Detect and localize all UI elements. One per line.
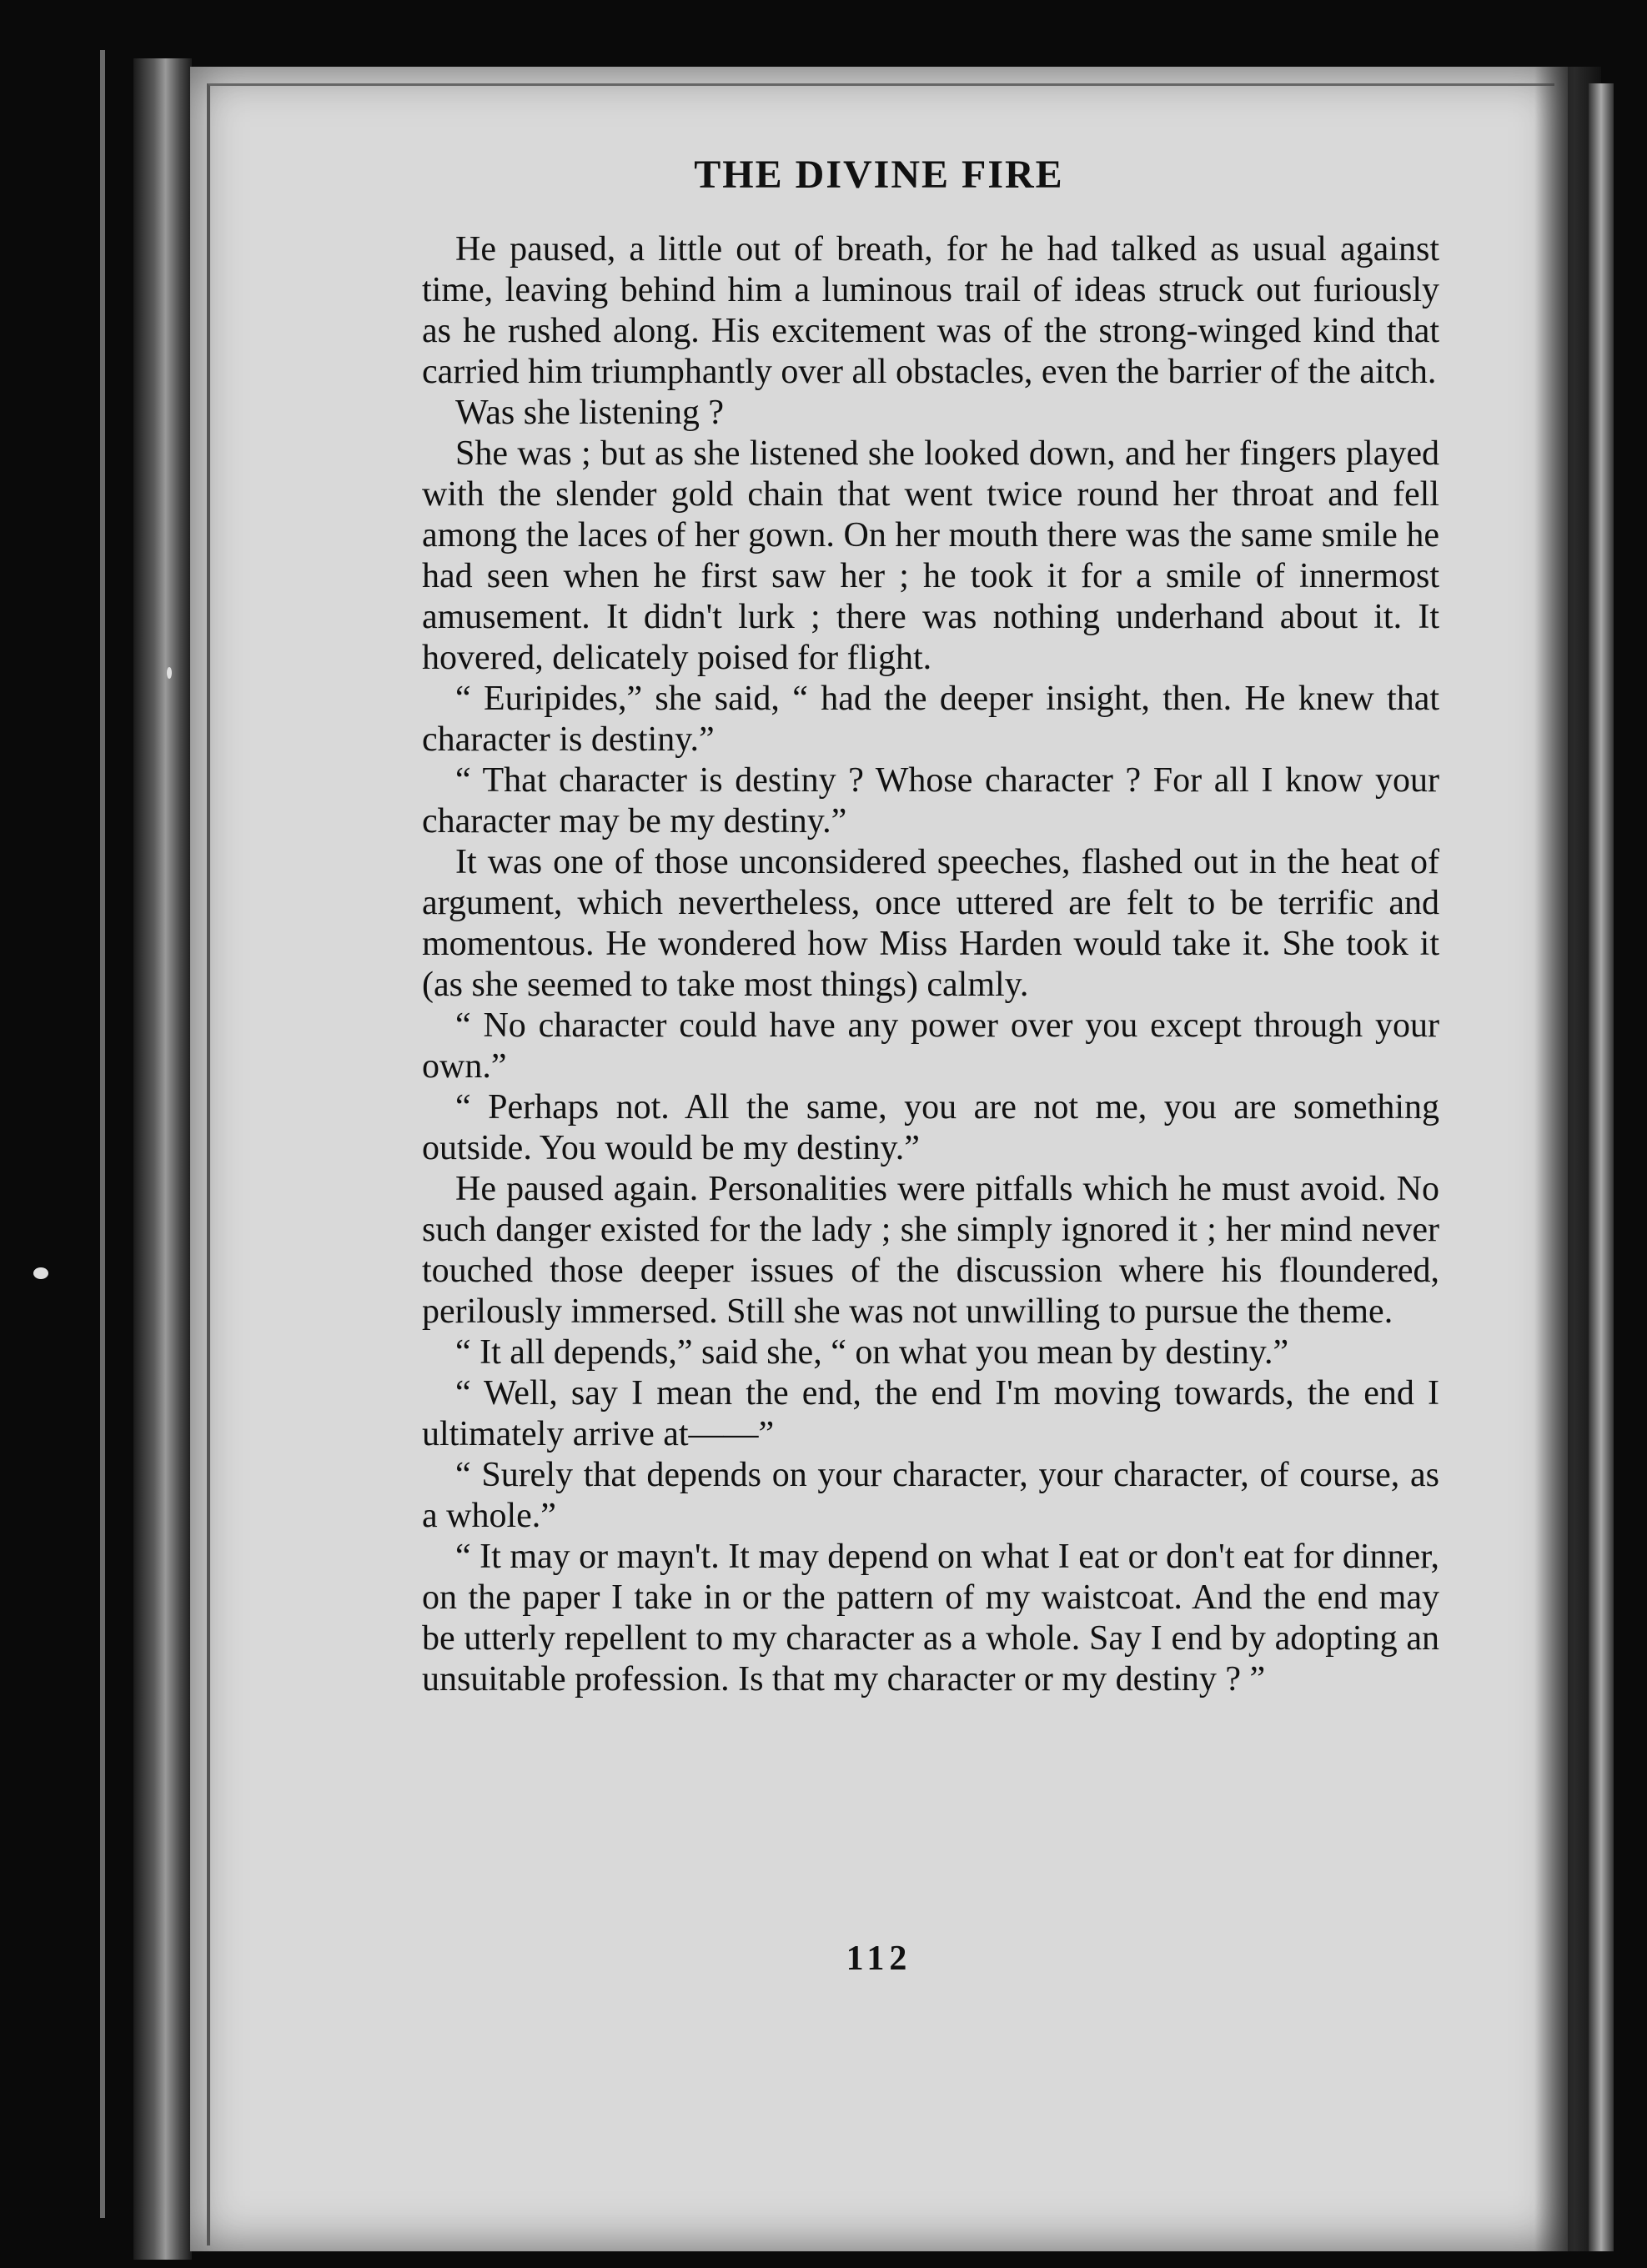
- paragraph: It was one of those unconsidered speeches, flashed out in the heat of argument, which nevertheless, once uttered are felt to be terrific and momentous. He wondered how Miss Harden would take it. She took it (as she seemed to take most things) calmly.: [422, 843, 1439, 1004]
- paragraph: “ That character is destiny ? Whose character ? For all I know your character may be my destiny.”: [422, 761, 1439, 840]
- body-text: [422, 229, 1439, 1700]
- paragraph: “ It all depends,” said she, “ on what you mean by destiny.”: [455, 1333, 1289, 1372]
- paragraph: “ It may or mayn't. It may depend on what I eat or don't eat for dinner, on the paper I take in or the pattern of my waistcoat. And the end may be utterly repellent to my character as a whole. Say I end by adopting an unsuitable profession. Is that my character or my destiny ? ”: [422, 1538, 1439, 1698]
- binding-line: [100, 50, 105, 2218]
- running-head: THE DIVINE FIRE: [694, 153, 1064, 197]
- paragraph: He paused, a little out of breath, for he had talked as usual against time, leaving behind him a luminous trail of ideas struck out furiously as he rushed along. His excitement was of the strong-winged kind that carried him triumphantly over all obstacles, even the barrier of the aitch.: [422, 230, 1439, 391]
- next-page-edge: [1589, 83, 1614, 2251]
- paragraph: She was ; but as she listened she looked down, and her fingers played with the slender gold chain that went twice round her throat and fell among the laces of her gown. On her mouth there was the same smile he had seen when he first saw her ; he took it for a smile of innermost amusement. It didn't lurk ; there was nothing underhand about it. It hovered, delicately poised for flight.: [422, 434, 1439, 677]
- paragraph: “ Perhaps not. All the same, you are not me, you are something outside. You would be my destiny.”: [422, 1088, 1439, 1167]
- book-spine: [133, 58, 192, 2260]
- scan-speck: [33, 1267, 48, 1279]
- page-number: 112: [846, 1939, 912, 1978]
- paragraph: “ Surely that depends on your character, your character, of course, as a whole.”: [422, 1456, 1439, 1535]
- paragraph: He paused again. Personalities were pitfalls which he must avoid. No such danger existed for the lady ; she simply ignored it ; her mind never touched those deeper issues of the discussion where his floundered, perilously immersed. Still she was not unwilling to pursue the theme.: [422, 1170, 1439, 1331]
- paragraph: Was she listening ?: [455, 394, 725, 432]
- paragraph: “ Well, say I mean the end, the end I'm moving towards, the end I ultimately arrive at——”: [422, 1374, 1439, 1453]
- scan-speck: [167, 667, 172, 679]
- paragraph: “ Euripides,” she said, “ had the deeper insight, then. He knew that character is destiny.”: [422, 680, 1439, 759]
- paragraph: “ No character could have any power over you except through your own.”: [422, 1006, 1439, 1086]
